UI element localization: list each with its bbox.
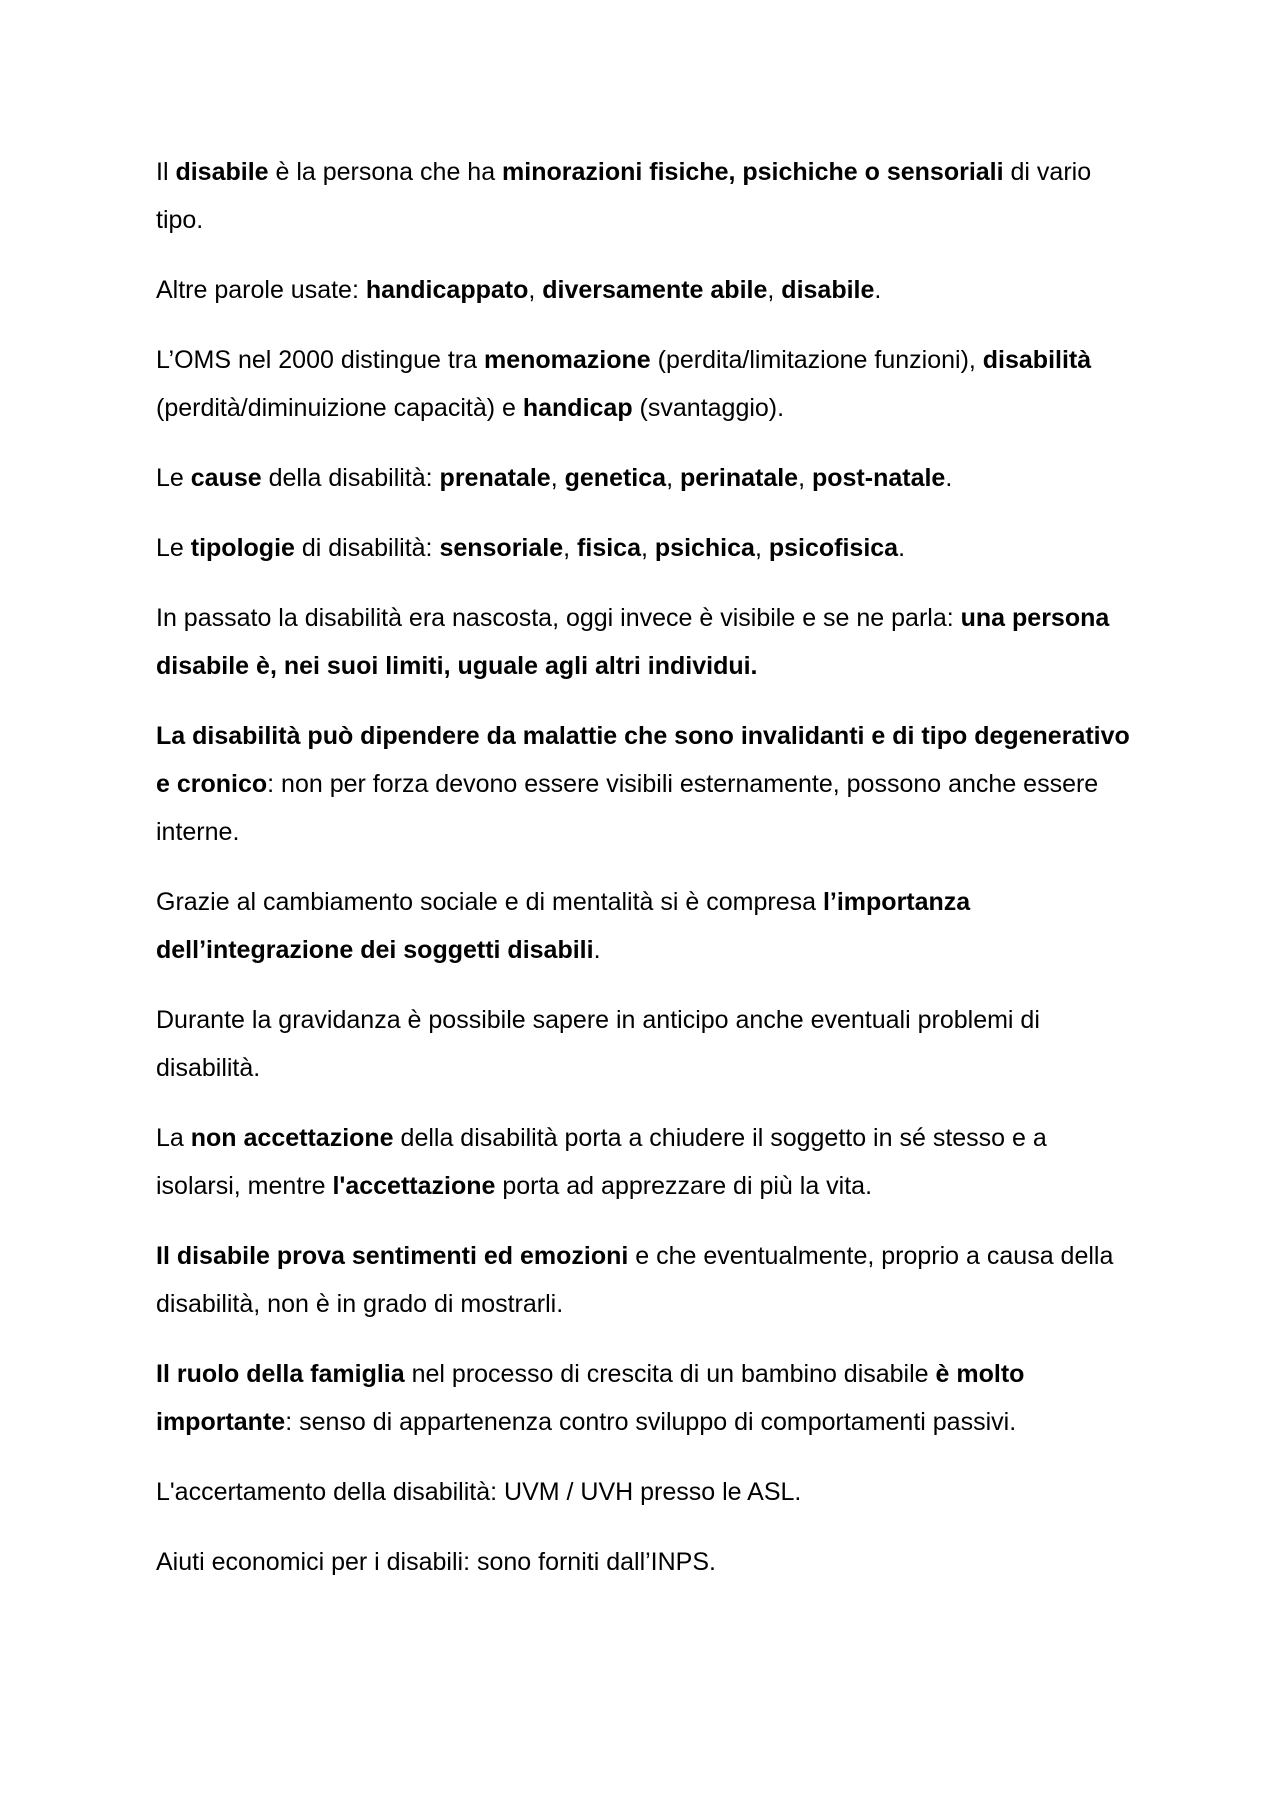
text-run: Le	[156, 464, 191, 492]
text-run: nel processo di crescita di un bambino disabile	[404, 1360, 936, 1388]
bold-text-run: minorazioni fisiche, psichiche o sensoriali	[502, 158, 1004, 186]
paragraph	[156, 1232, 1136, 1328]
text-run: ,	[563, 534, 578, 562]
document-page	[156, 148, 1136, 1608]
text-run: L’OMS nel 2000 distingue tra	[156, 346, 484, 374]
bold-text-run: tipologie	[190, 534, 295, 562]
text-run: ,	[640, 534, 655, 562]
text-run: Grazie al cambiamento sociale e di mentalità si è compresa	[156, 888, 823, 916]
paragraph	[156, 878, 1136, 974]
bold-text-run: l'accettazione	[332, 1172, 496, 1200]
text-run: Altre parole usate:	[156, 276, 366, 304]
text-run: L'accertamento della disabilità: UVM / UVH presso le ASL.	[156, 1478, 802, 1506]
bold-text-run: sensoriale	[439, 534, 564, 562]
bold-text-run: psichica	[654, 534, 755, 562]
bold-text-run: menomazione	[483, 346, 651, 374]
text-run: : senso di appartenenza contro sviluppo di comportamenti passivi.	[285, 1408, 1017, 1436]
bold-text-run: diversamente abile	[542, 276, 768, 304]
paragraph	[156, 1350, 1136, 1446]
text-run: ,	[754, 534, 769, 562]
text-run: (perdita/limitazione funzioni),	[650, 346, 983, 374]
bold-text-run: fisica	[577, 534, 641, 562]
text-run: Le	[156, 534, 191, 562]
text-run: .	[898, 534, 906, 562]
text-run: di vario tipo.	[156, 158, 1092, 234]
paragraph	[156, 712, 1136, 856]
text-run: (perdità/diminuizione capacità) e	[156, 394, 523, 422]
text-run: : non per forza devono essere visibili esternamente, possono anche essere interne.	[156, 770, 1099, 846]
text-run: .	[593, 936, 601, 964]
bold-text-run: disabilità	[982, 346, 1092, 374]
bold-text-run: handicap	[522, 394, 633, 422]
text-run: Aiuti economici per i disabili: sono forniti dall’INPS.	[156, 1548, 716, 1576]
paragraph	[156, 524, 1136, 572]
bold-text-run: psicofisica	[768, 534, 899, 562]
bold-text-run: disabile	[781, 276, 875, 304]
text-run: ,	[666, 464, 680, 492]
paragraph	[156, 336, 1136, 432]
paragraph	[156, 594, 1136, 690]
text-run: è la persona che ha	[268, 158, 503, 186]
paragraph	[156, 148, 1136, 244]
text-run: ,	[550, 464, 565, 492]
bold-text-run: La disabilità può dipendere da malattie che sono invalidanti e di tipo degenerativo e cronico	[156, 722, 1130, 798]
bold-text-run: post-natale	[811, 464, 946, 492]
text-run: e che eventualmente, proprio a causa della disabilità, non è in grado di mostrarli.	[156, 1242, 1114, 1318]
text-run: della disabilità:	[261, 464, 440, 492]
bold-text-run: Il disabile prova sentimenti ed emozioni	[156, 1242, 629, 1270]
paragraph	[156, 454, 1136, 502]
text-run: .	[945, 464, 953, 492]
text-run: (svantaggio).	[632, 394, 785, 422]
bold-text-run: perinatale	[679, 464, 799, 492]
bold-text-run: cause	[190, 464, 262, 492]
text-run: In passato la disabilità era nascosta, oggi invece è visibile e se ne parla:	[156, 604, 961, 632]
paragraph	[156, 996, 1136, 1092]
bold-text-run: una persona disabile è, nei suoi limiti, uguale agli altri individui.	[156, 604, 1110, 680]
bold-text-run: Il ruolo della famiglia	[156, 1360, 405, 1388]
paragraph	[156, 1114, 1136, 1210]
paragraph	[156, 1538, 1136, 1586]
text-run: della disabilità porta a chiudere il soggetto in sé stesso e a isolarsi, mentre	[156, 1124, 1047, 1200]
bold-text-run: non accettazione	[190, 1124, 394, 1152]
text-run: ,	[528, 276, 543, 304]
paragraph	[156, 1468, 1136, 1516]
bold-text-run: è molto importante	[156, 1360, 1025, 1436]
text-run: Il	[156, 158, 176, 186]
text-run: La	[156, 1124, 191, 1152]
text-run: .	[874, 276, 882, 304]
bold-text-run: l’importanza dell’integrazione dei soggetti disabili	[156, 888, 971, 964]
bold-text-run: handicappato	[365, 276, 529, 304]
text-run: porta ad apprezzare di più la vita.	[495, 1172, 873, 1200]
bold-text-run: genetica	[564, 464, 667, 492]
paragraph	[156, 266, 1136, 314]
text-run: ,	[767, 276, 782, 304]
text-run: Durante la gravidanza è possibile sapere in anticipo anche eventuali problemi di disabilità.	[156, 1006, 1040, 1082]
bold-text-run: prenatale	[439, 464, 551, 492]
bold-text-run: disabile	[175, 158, 269, 186]
text-run: di disabilità:	[294, 534, 440, 562]
text-run: ,	[798, 464, 812, 492]
